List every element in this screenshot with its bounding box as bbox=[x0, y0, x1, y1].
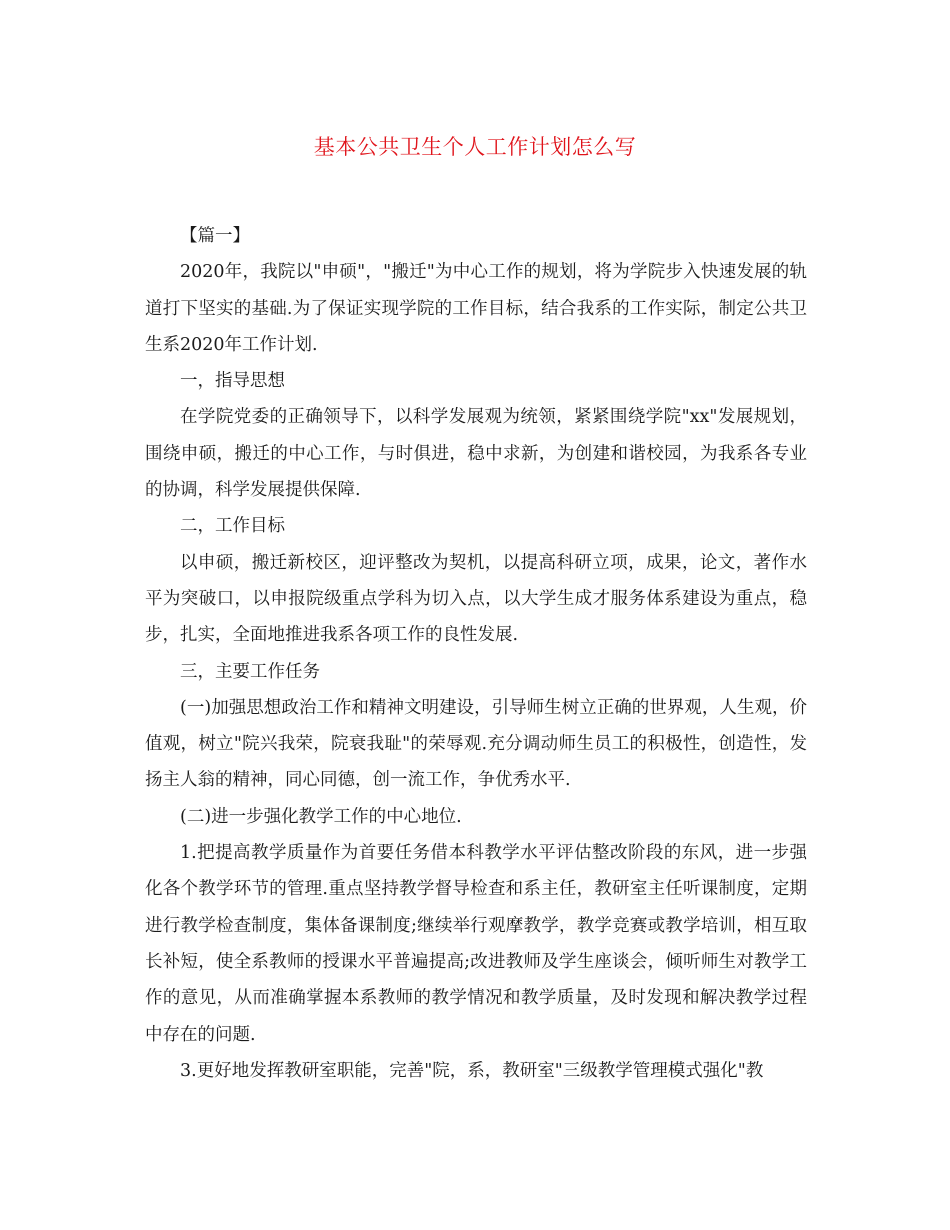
paragraph-guiding-ideology: 在学院党委的正确领导下，以科学发展观为统领，紧紧围绕学院"xx"发展规划，围绕申硕，搬迁的中心工作，与时俱进，稳中求新，为创建和谐校园，为我系各专业的协调，科学发展提供保障. bbox=[145, 407, 807, 501]
paragraph-task-1: (一)加强思想政治工作和精神文明建设，引导师生树立正确的世界观，人生观，价值观，树立"院兴我荣，院衰我耻"的荣辱观.充分调动师生员工的积极性，创造性，发扬主人翁的精神，同心同德，创一流工作，争优秀水平. bbox=[145, 697, 807, 791]
paragraph-item-1: 1.把提高教学质量作为首要任务借本科教学水平评估整改阶段的东风，进一步强化各个教学环节的管理.重点坚持教学督导检查和系主任，教研室主任听课制度，定期进行教学检查制度，集体备课制度;继续举行观摩教学，教学竞赛或教学培训，相互取长补短，使全系教师的授课水平普遍提高;改进教师及学生座谈会，倾听师生对教学工作的意见，从而准确掌握本系教师的教学情况和教学质量，及时发现和解决教学过程中存在的问题. bbox=[145, 843, 807, 1045]
section-label: 【篇一】 bbox=[180, 226, 250, 246]
heading-main-tasks: 三，主要工作任务 bbox=[180, 661, 320, 682]
paragraph-task-2: (二)进一步强化教学工作的中心地位. bbox=[180, 806, 462, 827]
paragraph-work-goals: 以申硕，搬迁新校区，迎评整改为契机，以提高科研立项，成果，论文，著作水平为突破口，以申报院级重点学科为切入点，以大学生成才服务体系建设为重点，稳步，扎实，全面地推进我系各项工作的良性发展. bbox=[145, 552, 807, 646]
paragraph-item-3: 3.更好地发挥教研室职能，完善"院，系，教研室"三级教学管理模式强化"教 bbox=[180, 1060, 764, 1081]
document-title: 基本公共卫生个人工作计划怎么写 bbox=[313, 135, 637, 159]
heading-work-goals: 二，工作目标 bbox=[180, 516, 285, 537]
intro-paragraph: 2020年，我院以"申硕"，"搬迁"为中心工作的规划，将为学院步入快速发展的轨道打下坚实的基础.为了保证实现学院的工作目标，结合我系的工作实际，制定公共卫生系2020年工作计划. bbox=[145, 262, 807, 355]
heading-guiding-ideology: 一，指导思想 bbox=[180, 371, 285, 392]
document-body bbox=[145, 218, 807, 1089]
